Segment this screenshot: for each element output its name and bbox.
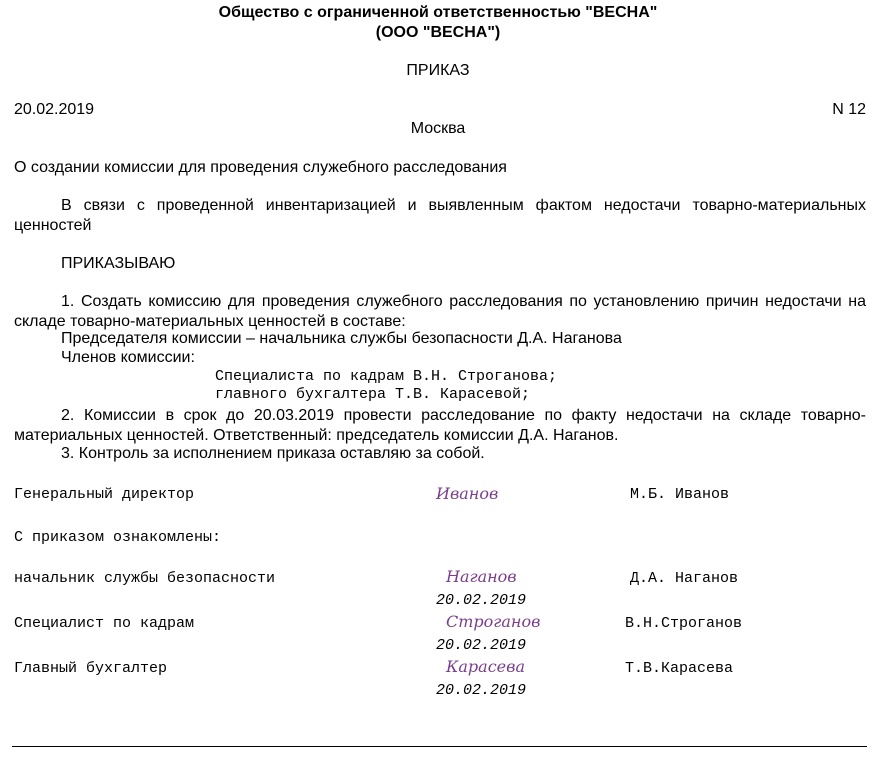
order-word: ПРИКАЗЫВАЮ: [61, 255, 176, 272]
ack-position: Главный бухгалтер: [14, 660, 168, 677]
doc-city: Москва: [410, 120, 466, 137]
ack-name: Т.В.Карасева: [625, 660, 734, 677]
order-item-3: 3. Контроль за исполнением приказа оставляю за собой.: [61, 445, 485, 462]
org-short-name: (ООО "ВЕСНА"): [375, 24, 501, 41]
ack-position: Специалист по кадрам: [14, 615, 195, 632]
ack-signature: Строганов: [446, 612, 541, 631]
member-2: главного бухгалтера Т.В. Карасевой;: [215, 386, 531, 403]
bottom-divider: [12, 746, 867, 747]
order-item-2: 2. Комиссии в срок до 20.03.2019 провести расследование по факту недостачи на складе товарно-материальных ценностей. Ответственный: председатель комиссии Д.А. Наганов.: [14, 407, 866, 444]
preamble: В связи с проведенной инвентаризацией и выявленным фактом недостачи товарно-материальных ценностей: [14, 197, 866, 234]
doc-subject: О создании комиссии для проведения служебного расследования: [14, 159, 507, 176]
doc-type: ПРИКАЗ: [406, 62, 470, 79]
ack-date: 20.02.2019: [436, 592, 527, 609]
ack-name: В.Н.Строганов: [625, 615, 743, 632]
member-1: Специалиста по кадрам В.Н. Строганова;: [215, 368, 558, 385]
ack-date: 20.02.2019: [436, 682, 527, 699]
ack-name: Д.А. Наганов: [630, 570, 739, 587]
ack-date: 20.02.2019: [436, 637, 527, 654]
doc-date: 20.02.2019: [14, 101, 95, 118]
chairman-line: Председателя комиссии – начальника службы безопасности Д.А. Наганова: [61, 330, 622, 347]
director-name: М.Б. Иванов: [630, 486, 730, 503]
doc-number: N 12: [832, 101, 866, 118]
order-item-1: 1. Создать комиссию для проведения служебного расследования по установлению причин недостачи на складе товарно-материальных ценностей в составе:: [14, 293, 866, 330]
director-signature: Иванов: [436, 484, 499, 503]
ack-position: начальник службы безопасности: [14, 570, 276, 587]
org-name: Общество с ограниченной ответственностью "ВЕСНА": [218, 4, 658, 21]
acknowledged-label: С приказом ознакомлены:: [14, 529, 222, 546]
ack-signature: Карасева: [446, 657, 525, 676]
members-label: Членов комиссии:: [61, 349, 195, 366]
director-title: Генеральный директор: [14, 486, 195, 503]
ack-signature: Наганов: [446, 567, 517, 586]
